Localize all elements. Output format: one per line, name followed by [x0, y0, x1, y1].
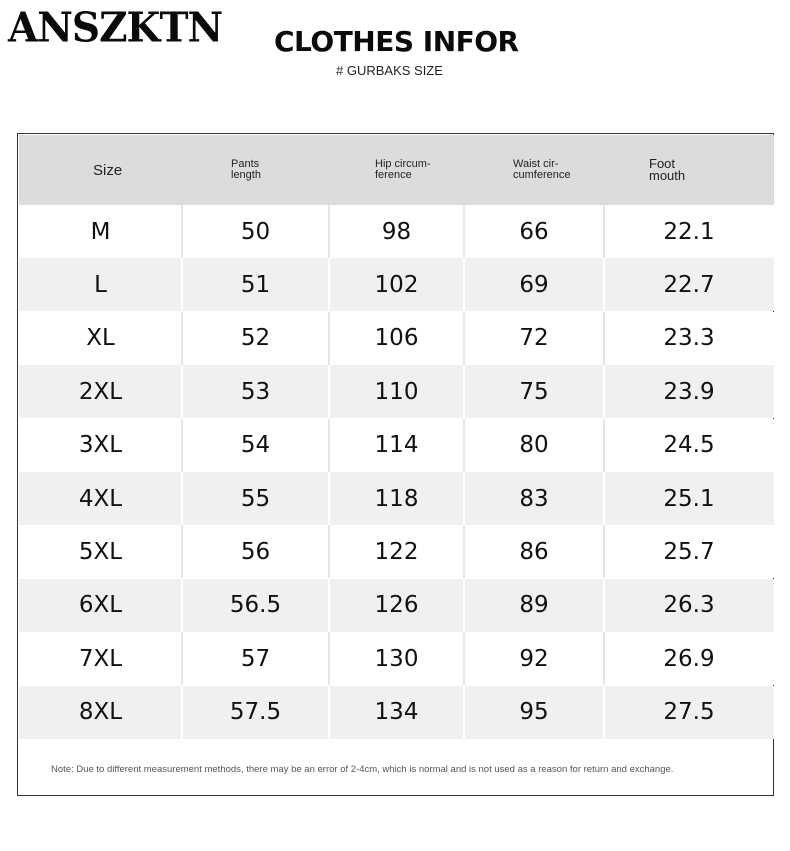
page-subtitle: # GURBAKS SIZE [336, 63, 443, 78]
pants-length-cell: 55 [240, 485, 271, 512]
hip-circumference-cell: 122 [374, 538, 419, 565]
table-row [19, 419, 774, 472]
hip-circumference-cell: 118 [374, 485, 419, 512]
size-cell: 5XL [78, 538, 123, 565]
column-divider [603, 205, 605, 258]
column-divider [181, 579, 183, 632]
column-divider [181, 258, 183, 311]
column-divider [463, 472, 465, 525]
table-row [19, 312, 774, 365]
size-cell: 4XL [78, 485, 123, 512]
foot-mouth-cell: 25.1 [663, 485, 715, 512]
size-cell: 3XL [78, 432, 123, 459]
size-cell: 2XL [78, 378, 123, 405]
column-divider [463, 258, 465, 311]
column-divider [603, 632, 605, 685]
column-divider [181, 472, 183, 525]
pants-length-cell: 57.5 [229, 699, 282, 726]
column-header-size: Size [93, 161, 123, 179]
column-divider [463, 205, 465, 258]
column-divider [328, 525, 330, 578]
size-cell: M [90, 218, 111, 245]
column-header-pants-length: Pants length [231, 158, 261, 181]
table-row [19, 579, 774, 632]
column-divider [603, 258, 605, 311]
pants-length-cell: 51 [240, 271, 271, 298]
waist-circumference-cell: 83 [519, 485, 549, 512]
page-title: CLOTHES INFOR [274, 25, 519, 58]
pants-length-cell: 53 [240, 378, 271, 405]
hip-circumference-cell: 134 [374, 699, 419, 726]
column-divider [463, 579, 465, 632]
foot-mouth-cell: 23.9 [663, 378, 715, 405]
column-divider [328, 472, 330, 525]
column-divider [328, 205, 330, 258]
waist-circumference-cell: 72 [519, 325, 549, 352]
size-cell: 8XL [78, 699, 123, 726]
foot-mouth-cell: 23.3 [663, 325, 715, 352]
column-divider [181, 419, 183, 472]
column-divider [463, 419, 465, 472]
foot-mouth-cell: 22.1 [663, 218, 715, 245]
column-divider [181, 686, 183, 739]
hip-circumference-cell: 114 [374, 432, 419, 459]
size-cell: XL [86, 325, 115, 352]
size-cell: 7XL [78, 645, 123, 672]
table-row [19, 205, 774, 258]
size-chart-table [17, 133, 774, 796]
measurement-note: Note: Due to different measurement methods, there may be an error of 2-4cm, which is normal and is not used as a reason for return and exchange. [51, 764, 674, 775]
column-divider [328, 632, 330, 685]
column-divider [181, 205, 183, 258]
waist-circumference-cell: 89 [519, 592, 549, 619]
table-row [19, 365, 774, 418]
column-divider [463, 686, 465, 739]
waist-circumference-cell: 75 [519, 378, 549, 405]
table-row [19, 525, 774, 578]
hip-circumference-cell: 110 [374, 378, 419, 405]
brand-logo: ANSZKTN [8, 3, 223, 53]
column-divider [328, 686, 330, 739]
foot-mouth-cell: 24.5 [663, 432, 715, 459]
waist-circumference-cell: 80 [519, 432, 549, 459]
column-divider [328, 419, 330, 472]
pants-length-cell: 56.5 [229, 592, 282, 619]
pants-length-cell: 52 [240, 325, 271, 352]
column-header-foot-mouth: Foot mouth [649, 156, 686, 183]
column-divider [603, 365, 605, 418]
column-divider [328, 579, 330, 632]
size-cell: 6XL [78, 592, 123, 619]
foot-mouth-cell: 25.7 [663, 538, 715, 565]
size-cell: L [94, 271, 107, 298]
waist-circumference-cell: 95 [519, 699, 549, 726]
table-row [19, 472, 774, 525]
waist-circumference-cell: 86 [519, 538, 549, 565]
column-header-waist-circumference: Waist cir- cumference [513, 158, 571, 181]
column-divider [603, 686, 605, 739]
foot-mouth-cell: 22.7 [663, 271, 715, 298]
column-divider [181, 312, 183, 365]
column-divider [463, 525, 465, 578]
column-divider [463, 312, 465, 365]
foot-mouth-cell: 27.5 [663, 699, 715, 726]
waist-circumference-cell: 66 [519, 218, 549, 245]
column-divider [603, 472, 605, 525]
table-row [19, 632, 774, 685]
column-divider [328, 365, 330, 418]
pants-length-cell: 50 [240, 218, 271, 245]
column-divider [328, 312, 330, 365]
column-header-hip-circumference: Hip circum- ference [375, 158, 431, 181]
column-divider [463, 365, 465, 418]
waist-circumference-cell: 69 [519, 271, 549, 298]
foot-mouth-cell: 26.9 [663, 645, 715, 672]
column-divider [603, 419, 605, 472]
table-row [19, 686, 774, 739]
foot-mouth-cell: 26.3 [663, 592, 715, 619]
column-divider [463, 632, 465, 685]
hip-circumference-cell: 102 [374, 271, 419, 298]
column-divider [328, 258, 330, 311]
column-divider [603, 579, 605, 632]
pants-length-cell: 56 [240, 538, 271, 565]
column-divider [181, 632, 183, 685]
column-divider [603, 312, 605, 365]
hip-circumference-cell: 130 [374, 645, 419, 672]
pants-length-cell: 57 [240, 645, 271, 672]
table-row [19, 258, 774, 311]
table-header-row [19, 135, 774, 205]
hip-circumference-cell: 98 [381, 218, 412, 245]
hip-circumference-cell: 106 [374, 325, 419, 352]
column-divider [181, 365, 183, 418]
pants-length-cell: 54 [240, 432, 271, 459]
hip-circumference-cell: 126 [374, 592, 419, 619]
column-divider [181, 525, 183, 578]
waist-circumference-cell: 92 [519, 645, 549, 672]
column-divider [603, 525, 605, 578]
